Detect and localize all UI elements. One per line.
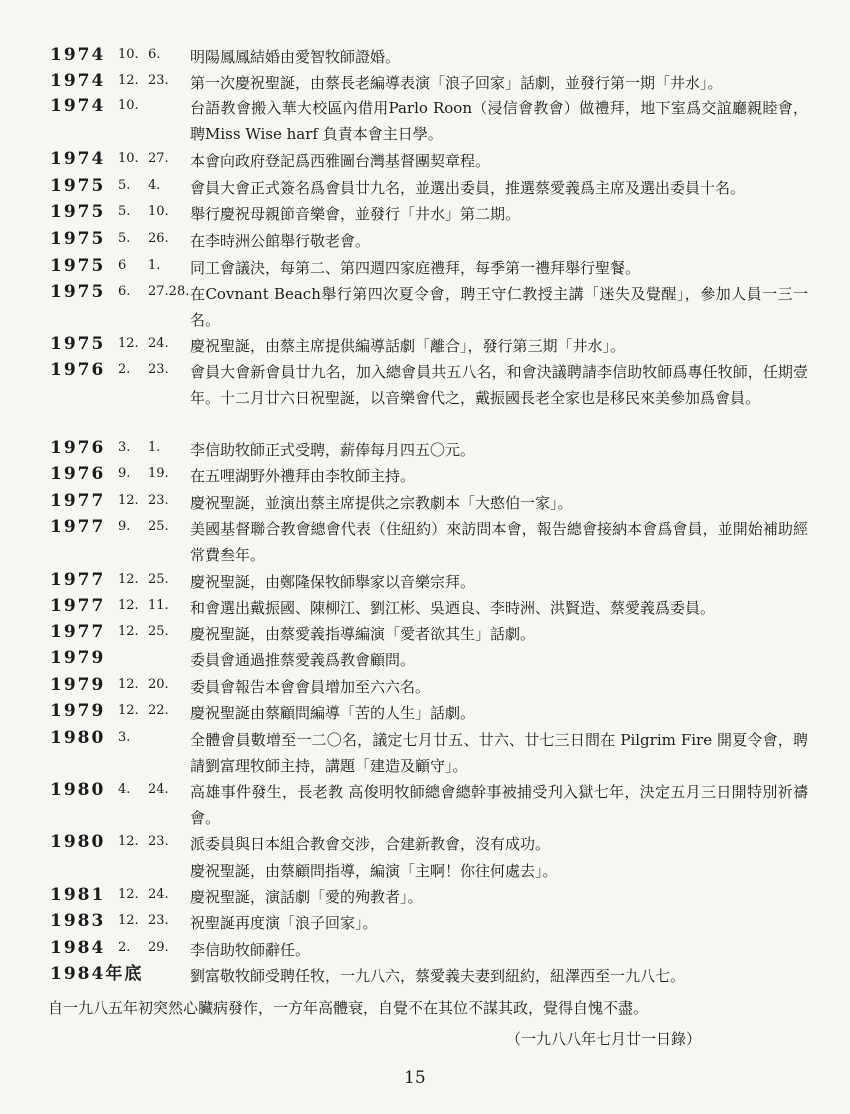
entry-day: 23. [148, 362, 169, 377]
timeline-entry [0, 148, 850, 172]
entry-text: 委員會報告本會會員增加至六六名。 [190, 678, 431, 696]
entry-day: 24. [148, 887, 169, 902]
timeline-entry [0, 44, 850, 68]
entry-month: 10. [118, 98, 139, 113]
entry-year: 1977 [50, 596, 106, 616]
entry-year: 1975 [50, 176, 106, 196]
entry-month: 12. [118, 913, 139, 928]
entry-month: 12. [118, 336, 139, 351]
entry-text: 慶祝聖誕由蔡顧問編導「苦的人生」話劇。 [190, 704, 476, 722]
entry-day: 1. [148, 440, 161, 455]
entry-year: 1984 [50, 938, 106, 958]
timeline-entry [0, 333, 850, 357]
timeline-entry [0, 95, 850, 143]
closing-note: 自一九八五年初突然心臟病發作，一方年高體衰，自覺不在其位不謀其政，覺得自愧不盡。 [48, 999, 649, 1017]
entry-text: 派委員與日本組合教會交涉，合建新教會，沒有成功。 [190, 835, 551, 853]
entry-month: 12. [118, 834, 139, 849]
timeline-entry [0, 516, 850, 564]
entry-month: 5. [118, 178, 131, 193]
entry-year: 1976 [50, 360, 106, 380]
entry-year: 1975 [50, 202, 106, 222]
timeline-entry [0, 621, 850, 645]
entry-month: 6. [118, 284, 131, 299]
entry-text: 美國基督聯合教會總會代表（住紐約）來訪問本會，報告總會接納本會爲會員，並開始補助經常費叁年。 [190, 520, 808, 564]
entry-day: 27.28. [148, 284, 190, 299]
entry-year: 1984年底 [50, 964, 144, 984]
entry-text: 同工會議決，每第二、第四週四家庭禮拜，每季第一禮拜舉行聖餐。 [190, 259, 641, 277]
timeline-entry [0, 910, 850, 934]
entry-year: 1981 [50, 885, 106, 905]
entry-month: 12. [118, 598, 139, 613]
entry-day: 26. [148, 231, 169, 246]
entry-year: 1976 [50, 438, 106, 458]
timeline-entry [0, 569, 850, 593]
timeline-entry [0, 359, 850, 407]
entry-text: 慶祝聖誕，由蔡顧問指導，編演「主啊！你往何處去」。 [190, 862, 558, 880]
entry-text: 慶祝聖誕，由蔡主席提供編導話劇「離合」，發行第三期「井水」。 [190, 337, 626, 355]
timeline-entry [0, 595, 850, 619]
entry-month: 2. [118, 362, 131, 377]
entry-day: 25. [148, 519, 169, 534]
entry-month: 10. [118, 47, 139, 62]
timeline-entry [0, 963, 850, 987]
timeline-entry [0, 779, 850, 827]
entry-text: 委員會通過推蔡愛義爲教會顧問。 [190, 651, 416, 669]
timeline-entry [0, 463, 850, 487]
entry-year: 1977 [50, 570, 106, 590]
entry-day: 23. [148, 834, 169, 849]
entry-day: 10. [148, 204, 169, 219]
entry-month: 2. [118, 940, 131, 955]
entry-text: 高雄事件發生，長老教 高俊明牧師總會總幹事被捕受刋入獄七年，決定五月三日開特別祈禱會。 [190, 783, 808, 827]
entry-day: 20. [148, 677, 169, 692]
entry-year: 1983 [50, 911, 106, 931]
entry-month: 9. [118, 519, 131, 534]
entry-text: 和會選出戴振國、陳柳江、劉江彬、吳迺良、李時洲、洪賢造、蔡愛義爲委員。 [190, 599, 716, 617]
entry-text: 在Covnant Beach舉行第四次夏令會，聘王守仁教授主講「迷失及覺醒」，參加人員一三一名。 [190, 285, 808, 329]
entry-day: 23. [148, 913, 169, 928]
entry-year: 1974 [50, 45, 106, 65]
timeline-entry [0, 884, 850, 908]
entry-year: 1976 [50, 464, 106, 484]
entry-day: 22. [148, 703, 169, 718]
entry-day: 24. [148, 336, 169, 351]
entry-text: 第一次慶祝聖誕，由蔡長老編導表演「浪子回家」話劇，並發行第一期「井水」。 [190, 74, 723, 92]
entry-text: 祝聖誕再度演「浪子回家」。 [190, 914, 378, 932]
entry-year: 1980 [50, 832, 106, 852]
timeline-entry [0, 727, 850, 775]
timeline-entry [0, 831, 850, 855]
entry-year: 1974 [50, 71, 106, 91]
entry-text: 劉富敬牧師受聘任牧，一九八六，蔡愛義夫妻到紐約，紐澤西至一九八七。 [190, 967, 686, 985]
entry-text: 李信助牧師正式受聘，薪俸每月四五〇元。 [190, 441, 476, 459]
entry-month: 12. [118, 73, 139, 88]
entry-day: 19. [148, 466, 169, 481]
timeline-entry [0, 674, 850, 698]
timeline-entry [0, 255, 850, 279]
entry-day: 23. [148, 493, 169, 508]
timeline-entry [0, 647, 850, 671]
entry-year: 1977 [50, 517, 106, 537]
record-date: （一九八八年七月廿一日錄） [506, 1030, 702, 1048]
entry-month: 9. [118, 466, 131, 481]
timeline-entry [0, 175, 850, 199]
entry-year: 1977 [50, 622, 106, 642]
entry-year: 1979 [50, 701, 106, 721]
entry-text: 全體會員數增至一二〇名，議定七月廿五、廿六、廿七三日間在 Pilgrim Fire 開夏令會，聘請劉富理牧師主持，講題「建造及顧守」。 [190, 731, 808, 775]
entry-year: 1975 [50, 256, 106, 276]
entry-text: 慶祝聖誕，由蔡愛義指導編演「愛者欲其生」話劇。 [190, 625, 536, 643]
timeline-entry [0, 937, 850, 961]
entry-year: 1977 [50, 491, 106, 511]
entry-month: 6 [118, 258, 127, 273]
entry-year: 1980 [50, 780, 106, 800]
timeline-entry [0, 490, 850, 514]
entry-text: 慶祝聖誕，並演出蔡主席提供之宗教劇本「大憨伯一家」。 [190, 494, 573, 512]
entry-year: 1974 [50, 149, 106, 169]
entry-year: 1975 [50, 334, 106, 354]
entry-day: 4. [148, 178, 161, 193]
entry-text: 在李時洲公館舉行敬老會。 [190, 232, 371, 250]
entry-day: 11. [148, 598, 169, 613]
entry-day: 29. [148, 940, 169, 955]
entry-text: 在五哩湖野外禮拜由李牧師主持。 [190, 467, 416, 485]
entry-year: 1975 [50, 229, 106, 249]
entry-year: 1979 [50, 648, 106, 668]
entry-month: 5. [118, 231, 131, 246]
entry-month: 3. [118, 440, 131, 455]
page-number: 15 [404, 1068, 426, 1088]
entry-text: 慶祝聖誕，由鄭隆保牧師擧家以音樂宗拜。 [190, 573, 476, 591]
entry-month: 10. [118, 151, 139, 166]
entry-year: 1980 [50, 728, 106, 748]
entry-month: 12. [118, 887, 139, 902]
entry-month: 12. [118, 677, 139, 692]
entry-day: 27. [148, 151, 169, 166]
entry-day: 24. [148, 782, 169, 797]
entry-text: 台語教會搬入華大校區內借用Parlo Roon（浸信會教會）做禮拜，地下室爲交誼廳親睦會，聘Miss Wise harf 負責本會主日學。 [190, 99, 808, 143]
timeline-entry [0, 70, 850, 94]
entry-text: 李信助牧師辭任。 [190, 941, 311, 959]
entry-month: 12. [118, 493, 139, 508]
entry-month: 12. [118, 703, 139, 718]
timeline-entry [0, 281, 850, 329]
entry-month: 4. [118, 782, 131, 797]
entry-text: 舉行慶祝母親節音樂會，並發行「井水」第二期。 [190, 205, 521, 223]
entry-month: 3. [118, 730, 131, 745]
entry-day: 25. [148, 624, 169, 639]
entry-month: 12. [118, 572, 139, 587]
entry-year: 1974 [50, 96, 106, 116]
timeline-entry [0, 700, 850, 724]
entry-year: 1979 [50, 675, 106, 695]
timeline-entry [0, 437, 850, 461]
entry-text: 會員大會正式簽名爲會員廿九名，並選出委員，推選蔡愛義爲主席及選出委員十名。 [190, 179, 746, 197]
entry-day: 6. [148, 47, 161, 62]
timeline-entry [0, 858, 850, 882]
entry-text: 會員大會新會員廿九名，加入總會員共五八名，和會決議聘請李信助牧師爲專任牧師，任期壹年。十二月廿六日祝聖誕，以音樂會代之，戴振國長老全家也是移民來美參加爲會員。 [190, 363, 808, 407]
entry-day: 23. [148, 73, 169, 88]
timeline-entry [0, 228, 850, 252]
entry-text: 明陽鳳鳳結婚由愛智牧師證婚。 [190, 48, 401, 66]
entry-month: 12. [118, 624, 139, 639]
entry-day: 1. [148, 258, 161, 273]
entry-month: 5. [118, 204, 131, 219]
timeline-entry [0, 201, 850, 225]
entry-text: 慶祝聖誕，演話劇「愛的殉教者」。 [190, 888, 423, 906]
entry-text: 本會向政府登記爲西雅圖台灣基督團契章程。 [190, 152, 491, 170]
entry-day: 25. [148, 572, 169, 587]
entry-year: 1975 [50, 282, 106, 302]
